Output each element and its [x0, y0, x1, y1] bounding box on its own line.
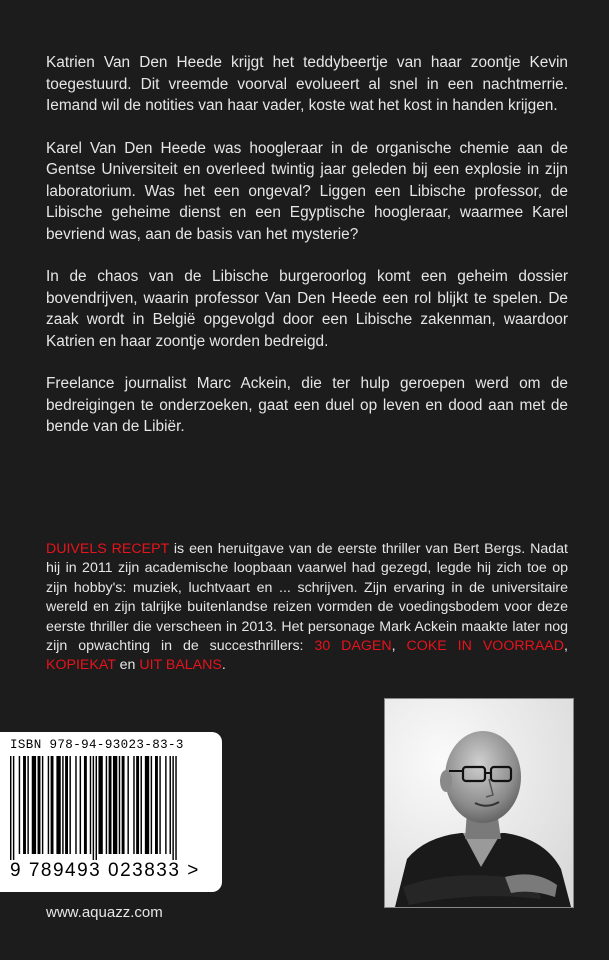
- barcode-bar: [84, 756, 87, 854]
- barcode-bar: [38, 756, 41, 854]
- barcode-bar: [113, 756, 117, 854]
- barcode-bar: [122, 756, 125, 854]
- barcode-bar: [80, 756, 81, 854]
- barcode-bar: [170, 756, 171, 854]
- barcode-bar: [65, 756, 68, 854]
- back-cover-blurb: [46, 52, 568, 459]
- barcode-bar: [27, 756, 28, 854]
- barcode-bar: [159, 756, 160, 854]
- barcode-bar: [19, 756, 20, 854]
- isbn-barcode: [0, 732, 222, 892]
- barcode-bar: [93, 756, 94, 860]
- barcode-bar: [133, 756, 134, 854]
- barcode-bar: [48, 756, 49, 854]
- barcode-bar: [69, 756, 70, 854]
- barcode-bar: [145, 756, 149, 854]
- bio-end: .: [221, 657, 226, 674]
- barcode-bar: [127, 756, 128, 854]
- barcode-bar: [119, 756, 120, 854]
- book-title-30-dagen: 30 DAGEN: [314, 638, 392, 655]
- isbn-label: ISBN 978-94-93023-83-3: [10, 738, 184, 752]
- barcode-bar: [32, 756, 36, 854]
- barcode-bar: [172, 756, 173, 860]
- barcode-bar: [56, 756, 60, 854]
- blurb-paragraph-2: Karel Van Den Heede was hoogleraar in de organische chemie aan de Gentse Universiteit en overleed twintig jaar geleden bij een explosie in zijn laboratorium. Was het een ongeval? Liggen een Libische professor, de Libische geheime dienst en een Egyptische hoogleraar, waarmee Karel bevriend was, aan de basis van het mysterie?: [46, 139, 568, 243]
- barcode-bar: [23, 756, 26, 854]
- blurb-paragraph-4: Freelance journalist Marc Ackein, die ter hulp geroepen werd om de bedreigingen te onderzoeken, gaat een duel op leven en dood aan met de bende van de Libiër.: [46, 375, 568, 435]
- barcode-bar: [51, 756, 54, 854]
- author-bio: [46, 540, 568, 676]
- book-title-highlight: DUIVELS RECEPT: [46, 541, 169, 557]
- blurb-paragraph-1: Katrien Van Den Heede krijgt het teddybeertje van haar zoontje Kevin toegestuurd. Dit vreemde voorval evolueert al snel in een nachtmerrie. Iemand wil de notities van haar vader, koste wat het kost in handen krijgen.: [46, 54, 568, 114]
- barcode-bar: [151, 756, 152, 854]
- bio-separator: en: [115, 657, 140, 674]
- barcode-bar: [10, 756, 11, 860]
- barcode-bar: [42, 756, 43, 854]
- barcode-bar: [98, 756, 102, 854]
- barcode-bar: [90, 756, 91, 854]
- barcode-bar: [175, 756, 176, 860]
- book-title-kopiekat: KOPIEKAT: [46, 657, 116, 674]
- barcode-bar: [165, 756, 166, 854]
- barcode-bar: [62, 756, 63, 854]
- author-portrait-illustration: [385, 699, 573, 907]
- barcode-bar: [141, 756, 142, 854]
- barcode-bar: [13, 756, 14, 860]
- publisher-website: www.aquazz.com: [46, 904, 163, 921]
- barcode-bar: [136, 756, 139, 854]
- barcode-bar: [106, 756, 107, 854]
- author-photo: [384, 698, 574, 908]
- barcode-bar: [96, 756, 97, 860]
- barcode-bar: [109, 756, 112, 854]
- barcode-bar: [155, 756, 158, 854]
- barcode-digits: 9 789493 023833 >: [10, 860, 200, 881]
- bio-separator: ,: [564, 638, 568, 655]
- book-title-uit-balans: UIT BALANS: [139, 657, 222, 674]
- bio-text: is een heruitgave van de eerste thriller van Bert Bergs. Nadat hij in 2011 zijn academische loopbaan vaarwel had gezegd, legde hij zich toe op zijn hobby's: muziek, luchtvaart en ... schrijven. Zijn ervaring in de universitaire wereld en zijn talrijke buitenlandse reizen vormden de voedingsbodem voor deze eerste thriller die verscheen in 2013. Het personage Mark Ackein maakte later nog zijn opwachting in de succesthrillers:: [46, 541, 568, 655]
- bio-separator: ,: [391, 638, 407, 655]
- blurb-paragraph-3: In de chaos van de Libische burgeroorlog komt een geheim dossier bovendrijven, waarin professor Van Den Heede een rol blijkt te spelen. De zaak wordt in België opgevolgd door een Libische zakenman, waardoor Katrien en haar zoontje worden bedreigd.: [46, 268, 568, 350]
- book-title-coke-in-voorraad: COKE IN VOORRAAD: [406, 638, 565, 655]
- barcode-bar: [75, 756, 76, 854]
